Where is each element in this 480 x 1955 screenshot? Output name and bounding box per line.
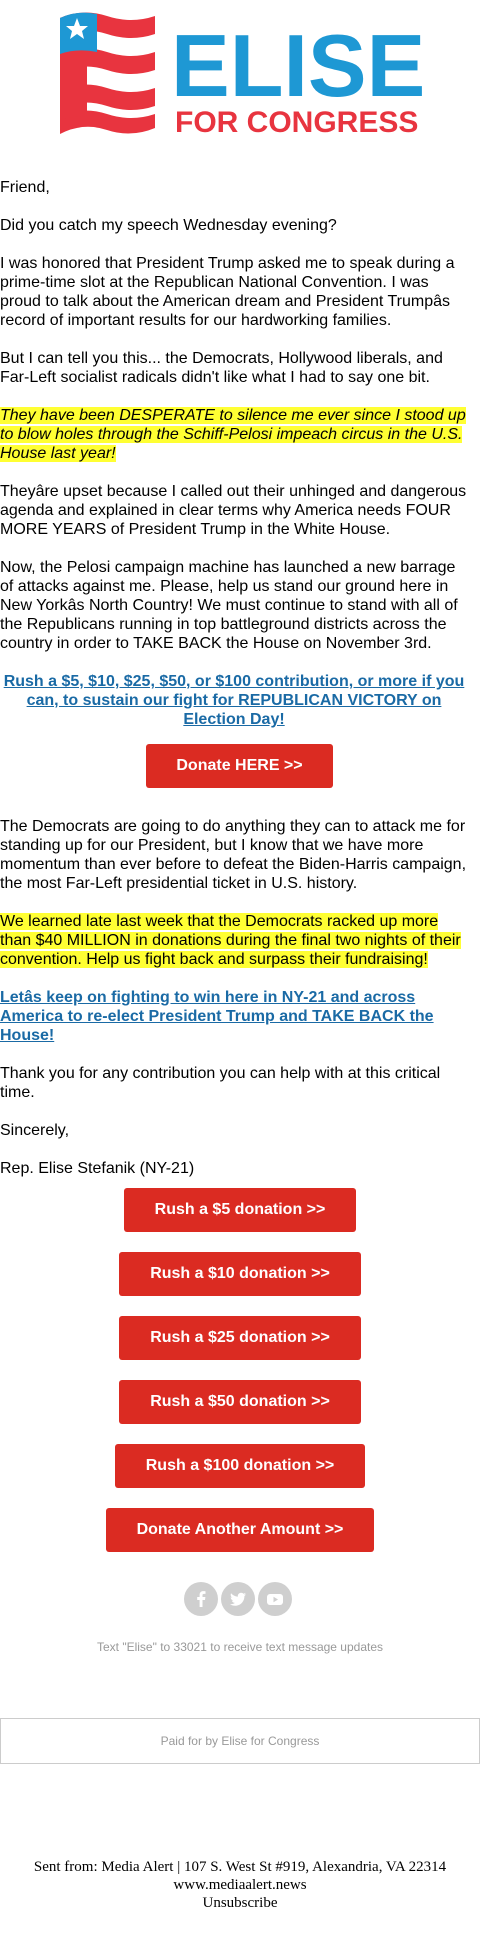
logo-tagline: FOR CONGRESS: [175, 106, 419, 139]
twitter-icon[interactable]: [221, 1582, 255, 1616]
logo-name: ELISE: [171, 16, 426, 115]
sent-from-address: Sent from: Media Alert | 107 S. West St #919, Alexandria, VA 22314: [33, 1859, 447, 1875]
letter-body: [0, 178, 468, 748]
contribution-link[interactable]: Rush a $5, $10, $25, $50, or $100 contribution, or more if you can, to sustain our fight for REPUBLICAN VICTORY on Election Day!: [3, 673, 465, 728]
paid-for-disclaimer: Paid for by Elise for Congress: [0, 1718, 480, 1764]
donate-5-button[interactable]: Rush a $5 donation >>: [124, 1188, 356, 1232]
donate-50-button[interactable]: Rush a $50 donation >>: [119, 1380, 361, 1424]
highlighted-text: We learned late last week that the Democrats racked up more than $40 MILLION in donations during the final two nights of their convention. Help us fight back and surpass their fundraising!: [0, 913, 461, 968]
fight-link-paragraph: [0, 988, 468, 1045]
highlighted-paragraph: [0, 406, 468, 463]
footer: [0, 1858, 480, 1912]
donate-100-button[interactable]: Rush a $100 donation >>: [115, 1444, 365, 1488]
flag-icon: [60, 12, 155, 134]
signature: Rep. Elise Stefanik (NY-21): [0, 1160, 195, 1177]
unsubscribe-link[interactable]: Unsubscribe: [202, 1895, 278, 1911]
paragraph: Theyâre upset because I called out their unhinged and dangerous agenda and explained in clear terms why America needs FOUR MORE YEARS of President Trump in the White House.: [0, 483, 467, 538]
website-link[interactable]: www.mediaalert.news: [173, 1877, 307, 1893]
elise-for-congress-logo: [55, 4, 430, 140]
paragraph: I was honored that President Trump asked me to speak during a prime-time slot at the Republican National Convention. I was proud to talk about the American dream and President Trumpâs record of important results for our hardworking families.: [0, 255, 455, 329]
contribution-link-paragraph: [0, 672, 468, 729]
paragraph: But I can tell you this... the Democrats, Hollywood liberals, and Far-Left socialist radicals didn't like what I had to say one bit.: [0, 350, 443, 386]
paragraph: Did you catch my speech Wednesday evening?: [0, 217, 337, 234]
greeting: Friend,: [0, 179, 50, 196]
donate-here-button[interactable]: Donate HERE >>: [146, 744, 333, 788]
donate-25-button[interactable]: Rush a $25 donation >>: [119, 1316, 361, 1360]
fight-link[interactable]: Letâs keep on fighting to win here in NY-21 and across America to re-elect President Trump and TAKE BACK the House!: [0, 989, 434, 1044]
letter-body-continued: [0, 817, 468, 1197]
youtube-icon[interactable]: [258, 1582, 292, 1616]
highlighted-text: They have been DESPERATE to silence me ever since I stood up to blow holes through the Schiff-Pelosi impeach circus in the U.S. House last year!: [0, 407, 466, 462]
sms-updates-text: Text "Elise" to 33021 to receive text message updates: [96, 1640, 383, 1654]
paragraph: Thank you for any contribution you can help with at this critical time.: [0, 1065, 441, 1101]
donate-another-amount-button[interactable]: Donate Another Amount >>: [106, 1508, 374, 1552]
donate-10-button[interactable]: Rush a $10 donation >>: [119, 1252, 361, 1296]
signoff: Sincerely,: [0, 1122, 70, 1139]
paragraph: The Democrats are going to do anything they can to attack me for standing up for our President, but I know that we have more momentum than ever before to defeat the Biden-Harris campaign, the most Far-Left presidential ticket in U.S. history.: [0, 818, 467, 892]
highlighted-paragraph: [0, 912, 468, 969]
facebook-icon[interactable]: [184, 1582, 218, 1616]
paragraph: Now, the Pelosi campaign machine has launched a new barrage of attacks against me. Please, help us stand our ground here in New Yorkâs North Country! We must continue to stand with all of the Republicans running in top battleground districts across the country in order to TAKE BACK the House on November 3rd.: [0, 559, 458, 652]
